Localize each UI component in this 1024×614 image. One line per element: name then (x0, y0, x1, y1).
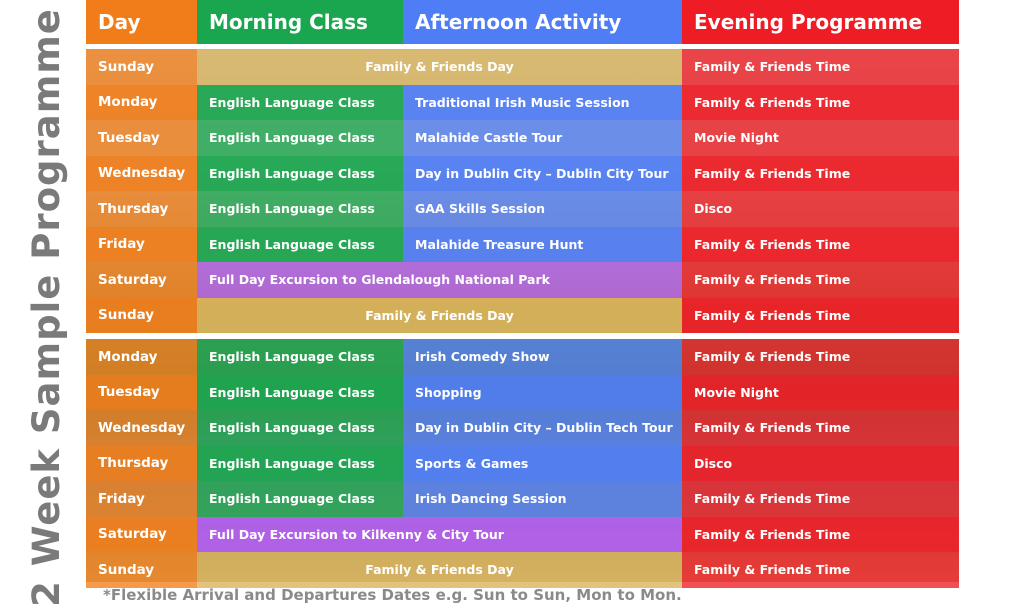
evening-cell: Family & Friends Time (682, 410, 959, 446)
morning-cell: English Language Class (197, 339, 403, 375)
morning-cell: English Language Class (197, 481, 403, 517)
afternoon-cell: Malahide Treasure Hunt (403, 227, 682, 263)
afternoon-cell: Day in Dublin City – Dublin Tech Tour (403, 410, 682, 446)
table-row (86, 191, 959, 227)
header-morning: Morning Class (197, 0, 403, 44)
table-row (86, 85, 959, 121)
day-cell: Sunday (86, 298, 197, 334)
evening-cell: Movie Night (682, 120, 959, 156)
day-cell: Tuesday (86, 375, 197, 411)
afternoon-cell: Irish Dancing Session (403, 481, 682, 517)
morning-cell: English Language Class (197, 227, 403, 263)
family-day-cell: Family & Friends Day (197, 298, 682, 334)
excursion-cell: Full Day Excursion to Glendalough National Park (197, 262, 682, 298)
day-cell: Saturday (86, 517, 197, 553)
table-row (86, 517, 959, 553)
evening-cell: Family & Friends Time (682, 552, 959, 588)
day-cell: Wednesday (86, 410, 197, 446)
table-row (86, 298, 959, 334)
table-row (86, 262, 959, 298)
table-row (86, 120, 959, 156)
day-cell: Saturday (86, 262, 197, 298)
table-row (86, 49, 959, 85)
evening-cell: Disco (682, 446, 959, 482)
evening-cell: Family & Friends Time (682, 298, 959, 334)
day-cell: Wednesday (86, 156, 197, 192)
table-row (86, 481, 959, 517)
morning-cell: English Language Class (197, 85, 403, 121)
table-row (86, 227, 959, 263)
day-cell: Thursday (86, 191, 197, 227)
evening-cell: Family & Friends Time (682, 156, 959, 192)
day-cell: Thursday (86, 446, 197, 482)
table-header (86, 0, 959, 44)
side-title (6, 0, 86, 614)
table-row (86, 552, 959, 588)
table-row (86, 410, 959, 446)
evening-cell: Family & Friends Time (682, 517, 959, 553)
evening-cell: Family & Friends Time (682, 262, 959, 298)
excursion-cell: Full Day Excursion to Kilkenny & City Tour (197, 517, 682, 553)
evening-cell: Movie Night (682, 375, 959, 411)
afternoon-cell: GAA Skills Session (403, 191, 682, 227)
evening-cell: Family & Friends Time (682, 85, 959, 121)
morning-cell: English Language Class (197, 410, 403, 446)
afternoon-cell: Malahide Castle Tour (403, 120, 682, 156)
footnote: *Flexible Arrival and Departures Dates e.g. Sun to Sun, Mon to Mon. (103, 586, 682, 604)
day-cell: Monday (86, 339, 197, 375)
afternoon-cell: Day in Dublin City – Dublin City Tour (403, 156, 682, 192)
evening-cell: Family & Friends Time (682, 227, 959, 263)
week-2-rows (86, 339, 959, 588)
table-row (86, 375, 959, 411)
afternoon-cell: Shopping (403, 375, 682, 411)
week-1-rows (86, 49, 959, 333)
day-cell: Friday (86, 227, 197, 263)
morning-cell: English Language Class (197, 446, 403, 482)
header-evening: Evening Programme (682, 0, 959, 44)
afternoon-cell: Irish Comedy Show (403, 339, 682, 375)
day-cell: Sunday (86, 49, 197, 85)
programme-table (86, 0, 959, 588)
family-day-cell: Family & Friends Day (197, 552, 682, 588)
evening-cell: Disco (682, 191, 959, 227)
day-cell: Friday (86, 481, 197, 517)
afternoon-cell: Sports & Games (403, 446, 682, 482)
family-day-cell: Family & Friends Day (197, 49, 682, 85)
table-row (86, 339, 959, 375)
day-cell: Monday (86, 85, 197, 121)
side-title-text: 2 Week Sample Programme (24, 7, 68, 607)
morning-cell: English Language Class (197, 191, 403, 227)
morning-cell: English Language Class (197, 120, 403, 156)
header-day: Day (86, 0, 197, 44)
day-cell: Tuesday (86, 120, 197, 156)
table-row (86, 446, 959, 482)
header-afternoon: Afternoon Activity (403, 0, 682, 44)
morning-cell: English Language Class (197, 375, 403, 411)
afternoon-cell: Traditional Irish Music Session (403, 85, 682, 121)
evening-cell: Family & Friends Time (682, 49, 959, 85)
morning-cell: English Language Class (197, 156, 403, 192)
evening-cell: Family & Friends Time (682, 481, 959, 517)
day-cell: Sunday (86, 552, 197, 588)
table-row (86, 156, 959, 192)
evening-cell: Family & Friends Time (682, 339, 959, 375)
